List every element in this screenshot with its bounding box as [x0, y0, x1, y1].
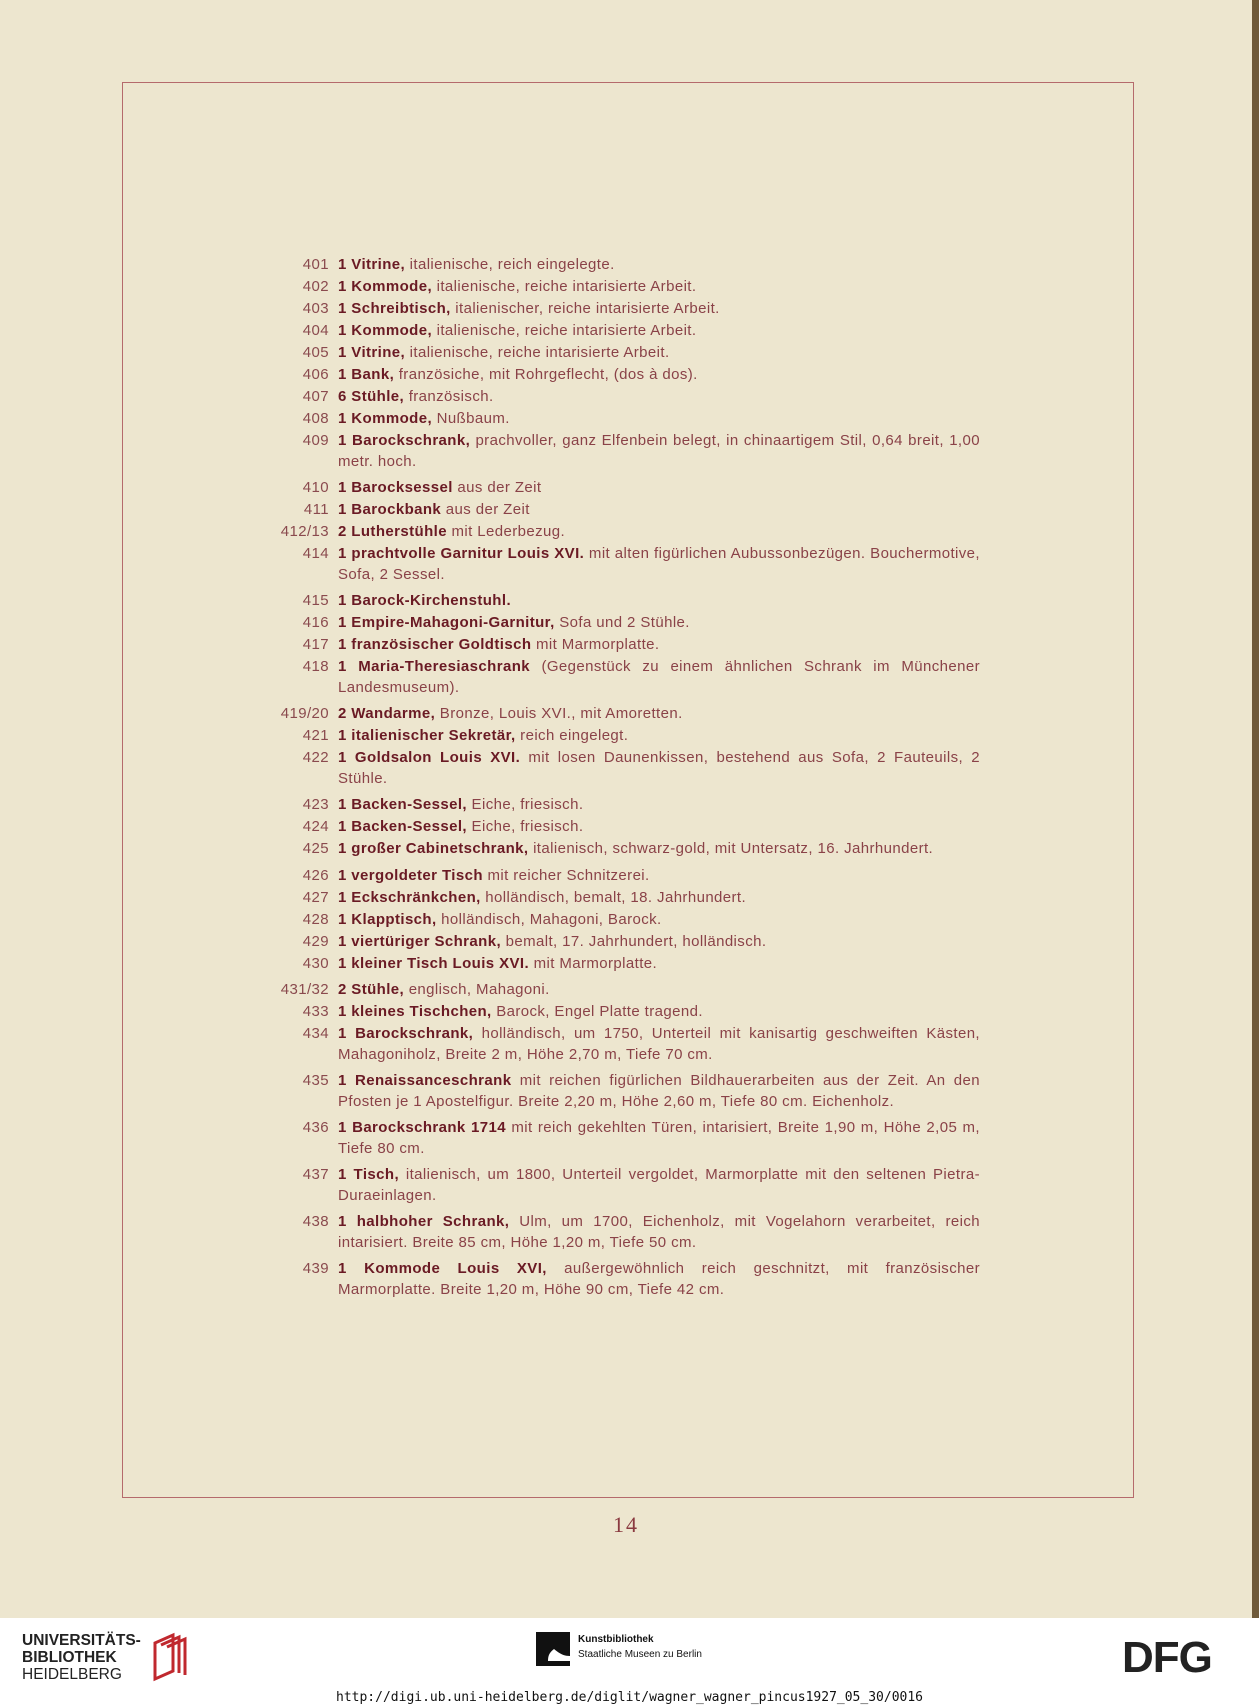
lot-item-details: Nußbaum. — [432, 410, 510, 427]
lot-description — [338, 613, 980, 634]
catalog-entry — [268, 635, 980, 656]
catalog-entry — [268, 387, 980, 408]
lot-item-title: 6 Stühle, — [338, 388, 405, 405]
lot-item-details: Sofa und 2 Stühle. — [554, 614, 690, 631]
lot-number: 409 — [302, 432, 329, 449]
catalog-entry — [268, 1118, 980, 1159]
lot-number: 427 — [302, 888, 329, 906]
catalog-entry — [268, 888, 980, 909]
lot-description — [338, 255, 980, 276]
lot-description — [338, 726, 980, 747]
lot-item-details: englisch, Mahagoni. — [404, 981, 550, 998]
catalog-entry — [268, 657, 980, 698]
catalog-entry — [268, 1024, 980, 1065]
catalog-list — [268, 255, 980, 1302]
lot-description — [338, 500, 980, 521]
lot-number: 429 — [302, 932, 329, 950]
lot-number: 404 — [302, 322, 329, 339]
lot-number: 417 — [302, 636, 329, 653]
lot-item-details: französiche, mit Rohrgeflecht, (dos à dos). — [394, 366, 698, 383]
lot-number: 422 — [302, 749, 329, 766]
lot-description — [338, 1118, 980, 1159]
lot-number: 405 — [302, 344, 329, 361]
lot-number: 436 — [302, 1119, 329, 1136]
lot-description — [338, 795, 980, 816]
lot-item-details: mit alten figürlichen Aubussonbezügen. Bouchermotive, Sofa, 2 Sessel. — [338, 545, 980, 583]
lot-item-details: holländisch, bemalt, 18. Jahrhundert. — [480, 888, 747, 906]
lot-item-title: 1 Barockschrank, — [338, 1025, 474, 1042]
page-edge-shadow — [1252, 0, 1259, 1618]
lot-item-title: 1 Empire-Mahagoni-Garnitur, — [338, 614, 555, 631]
lot-description — [338, 321, 980, 342]
lot-number: 410 — [302, 479, 329, 496]
lot-item-details: prachvoller, ganz Elfenbein belegt, in chinaartigem Stil, 0,64 breit, 1,00 metr. hoch. — [338, 432, 980, 470]
catalog-entry — [268, 795, 980, 816]
catalog-entry — [268, 932, 980, 953]
lot-description — [338, 343, 980, 364]
lot-item-title: 1 Eckschränkchen, — [338, 888, 481, 906]
lot-number: 430 — [302, 954, 329, 972]
catalog-entry — [268, 613, 980, 634]
lot-number: 428 — [302, 910, 329, 928]
lot-number: 434 — [302, 1025, 329, 1042]
lot-number: 439 — [302, 1260, 329, 1277]
catalog-entry — [268, 500, 980, 521]
lot-number: 402 — [302, 278, 329, 295]
catalog-entry — [268, 1212, 980, 1253]
lot-number: 425 — [302, 840, 329, 857]
lot-item-details: aus der Zeit — [441, 501, 530, 518]
lot-item-details: italienische, reiche intarisierte Arbeit. — [432, 322, 697, 339]
lot-item-title: 1 Barockbank — [338, 501, 442, 518]
lot-item-title: 1 großer Cabinetschrank, — [338, 840, 529, 857]
smb-eagle-icon — [536, 1632, 570, 1666]
lot-number: 401 — [302, 256, 329, 273]
catalog-entry — [268, 591, 980, 612]
catalog-entry — [268, 839, 980, 860]
lot-item-title: 1 Goldsalon Louis XVI. — [338, 749, 521, 766]
ub-heidelberg-logo[interactable] — [22, 1631, 191, 1683]
lot-number: 433 — [302, 1003, 329, 1020]
lot-item-title: 1 viertüriger Schrank, — [338, 932, 502, 950]
lot-description — [338, 888, 980, 909]
lot-item-details: reich eingelegt. — [515, 727, 629, 744]
lot-item-details: mit reicher Schnitzerei. — [482, 866, 650, 884]
lot-description — [338, 478, 980, 499]
lot-item-title: 1 italienischer Sekretär, — [338, 727, 516, 744]
lot-item-title: 1 Barock-Kirchenstuhl. — [338, 592, 512, 609]
lot-description — [338, 1165, 980, 1206]
ub-book-icon — [145, 1631, 191, 1683]
lot-item-title: 1 Kommode, — [338, 410, 433, 427]
lot-number: 411 — [303, 501, 329, 518]
catalog-entry — [268, 321, 980, 342]
lot-description — [338, 980, 980, 1001]
lot-item-details: französisch. — [404, 388, 494, 405]
lot-description — [338, 1212, 980, 1253]
catalog-entry — [268, 910, 980, 931]
lot-item-title: 1 Renaissanceschrank — [338, 1072, 512, 1089]
catalog-entry — [268, 726, 980, 747]
catalog-entry — [268, 954, 980, 975]
catalog-entry — [268, 817, 980, 838]
lot-description — [338, 910, 980, 931]
kunstbibliothek-wordmark — [578, 1632, 702, 1662]
lot-description — [338, 704, 980, 725]
lot-item-details: Ulm, um 1700, Eichenholz, mit Vogelahorn verarbeitet, reich intarisiert. Breite 85 cm, Höhe 1,20 m, Tiefe 50 cm. — [338, 1213, 980, 1251]
lot-item-details: italienisch, schwarz-gold, mit Untersatz, 16. Jahrhundert. — [528, 840, 934, 857]
lot-item-details: bemalt, 17. Jahrhundert, holländisch. — [501, 932, 767, 950]
lot-item-title: 1 kleines Tischchen, — [338, 1003, 492, 1020]
kunstbibliothek-logo[interactable] — [536, 1632, 702, 1666]
lot-item-title: 1 Kommode, — [338, 278, 433, 295]
lot-number: 421 — [302, 727, 329, 744]
catalog-entry — [268, 748, 980, 789]
lot-item-details: italienische, reich eingelegte. — [405, 256, 615, 273]
lot-item-details: italienische, reiche intarisierte Arbeit. — [432, 278, 697, 295]
lot-item-title: 1 prachtvolle Garnitur Louis XVI. — [338, 545, 585, 562]
lot-number: 437 — [302, 1166, 329, 1183]
lot-item-details: mit reichen figürlichen Bildhauerarbeiten aus der Zeit. An den Pfosten je 1 Apostelfigur. Breite 2,20 m, Höhe 2,60 m, Tiefe 80 cm. Eichenholz. — [338, 1072, 981, 1110]
lot-description — [338, 839, 980, 860]
lot-description — [338, 544, 980, 585]
lot-item-details: mit Marmorplatte. — [529, 954, 658, 972]
lot-item-title: 1 Backen-Sessel, — [338, 796, 467, 813]
lot-item-title: 1 kleiner Tisch Louis XVI. — [338, 954, 530, 972]
catalog-entry — [268, 1259, 980, 1300]
lot-number: 408 — [302, 410, 329, 427]
catalog-entry — [268, 343, 980, 364]
lot-item-title: 1 Klapptisch, — [338, 910, 437, 928]
lot-item-details: Bronze, Louis XVI., mit Amoretten. — [435, 705, 683, 722]
lot-description — [338, 1071, 980, 1112]
lot-description — [338, 365, 980, 386]
lot-number: 412/13 — [280, 523, 329, 540]
lot-number: 435 — [302, 1072, 329, 1089]
lot-item-title: 1 Vitrine, — [338, 256, 406, 273]
lot-item-details: mit losen Daunenkissen, bestehend aus Sofa, 2 Fauteuils, 2 Stühle. — [338, 749, 980, 787]
lot-item-title: 1 Kommode, — [338, 322, 433, 339]
lot-item-title: 1 Vitrine, — [338, 344, 406, 361]
lot-item-details: italienisch, um 1800, Unterteil vergoldet, Marmorplatte mit den seltenen Pietra-Duraeinlagen. — [338, 1166, 980, 1204]
lot-item-title: 1 Tisch, — [338, 1166, 400, 1183]
lot-item-title: 1 Maria-Theresiaschrank — [338, 658, 531, 675]
lot-item-details: Barock, Engel Platte tragend. — [491, 1003, 703, 1020]
lot-description — [338, 932, 980, 953]
lot-item-details: mit Marmorplatte. — [531, 636, 660, 653]
lot-item-details: italienische, reiche intarisierte Arbeit. — [405, 344, 670, 361]
lot-item-details: mit reich gekehlten Türen, intarisiert, Breite 1,90 m, Höhe 2,05 m, Tiefe 80 cm. — [338, 1119, 980, 1157]
catalog-entry — [268, 431, 980, 472]
lot-item-title: 2 Wandarme, — [338, 705, 436, 722]
catalog-entry — [268, 255, 980, 276]
lot-number: 424 — [302, 818, 329, 835]
lot-item-title: 1 Backen-Sessel, — [338, 818, 467, 835]
lot-item-details: Eiche, friesisch. — [466, 818, 584, 835]
lot-item-title: 1 Bank, — [338, 366, 395, 383]
kb-line-1: Kunstbibliothek — [578, 1634, 654, 1645]
lot-description — [338, 657, 980, 698]
lot-number: 418 — [302, 658, 329, 675]
lot-item-details: aus der Zeit — [452, 479, 542, 496]
catalog-entry — [268, 409, 980, 430]
lot-description — [338, 409, 980, 430]
ub-line-1: UNIVERSITÄTS- — [22, 1631, 141, 1649]
lot-number: 414 — [302, 545, 329, 562]
catalog-entry — [268, 299, 980, 320]
lot-item-title: 2 Lutherstühle — [338, 523, 447, 540]
lot-number: 431/32 — [280, 981, 329, 998]
ub-line-2: BIBLIOTHEK — [22, 1648, 117, 1666]
catalog-entry — [268, 478, 980, 499]
lot-number: 423 — [302, 796, 329, 813]
lot-item-title: 2 Stühle, — [338, 981, 405, 998]
dfg-wordmark: DFG — [1122, 1636, 1212, 1676]
lot-description — [338, 748, 980, 789]
catalog-entry — [268, 1002, 980, 1023]
catalog-entry — [268, 365, 980, 386]
lot-description — [338, 431, 980, 472]
lot-item-details: holländisch, um 1750, Unterteil mit kanisartig geschweiften Kästen, Mahagoniholz, Breite 2 m, Höhe 2,70 m, Tiefe 70 cm. — [338, 1025, 981, 1063]
catalog-entry — [268, 980, 980, 1001]
lot-description — [338, 817, 980, 838]
dfg-logo[interactable] — [1122, 1636, 1240, 1676]
lot-description — [338, 1259, 980, 1300]
catalog-entry — [268, 704, 980, 725]
permalink-url[interactable]: http://digi.ub.uni-heidelberg.de/diglit/wagner_wagner_pincus1927_05_30/0016 — [336, 1690, 923, 1705]
catalog-entry — [268, 866, 980, 887]
ub-line-3: HEIDELBERG — [22, 1665, 122, 1683]
page-number: 14 — [613, 1512, 639, 1537]
lot-description — [338, 1002, 980, 1023]
lot-number: 415 — [302, 592, 329, 609]
lot-item-details: außergewöhnlich reich geschnitzt, mit französischer Marmorplatte. Breite 1,20 m, Höhe 90 cm, Tiefe 42 cm. — [338, 1260, 980, 1298]
lot-description — [338, 866, 980, 887]
lot-item-title: 1 französischer Goldtisch — [338, 636, 532, 653]
lot-item-title: 1 halbhoher Schrank, — [338, 1213, 510, 1230]
kb-line-2: Staatliche Museen zu Berlin — [578, 1649, 702, 1660]
catalog-entry — [268, 1165, 980, 1206]
lot-number: 406 — [302, 366, 329, 383]
catalog-entry — [268, 522, 980, 543]
lot-item-title: 1 Barocksessel — [338, 479, 453, 496]
lot-number: 426 — [302, 866, 329, 884]
lot-number: 407 — [302, 388, 329, 405]
lot-item-title: 1 vergoldeter Tisch — [338, 866, 483, 884]
lot-description — [338, 1024, 980, 1065]
lot-description — [338, 635, 980, 656]
lot-item-details: italienischer, reiche intarisierte Arbeit. — [450, 300, 720, 317]
lot-item-details: (Gegenstück zu einem ähnlichen Schrank im Münchener Landesmuseum). — [338, 658, 981, 696]
ub-heidelberg-wordmark — [22, 1632, 141, 1683]
lot-item-details: Eiche, friesisch. — [466, 796, 584, 813]
lot-description — [338, 387, 980, 408]
lot-number: 438 — [302, 1213, 329, 1230]
lot-item-title: 1 Barockschrank, — [338, 432, 471, 449]
lot-description — [338, 299, 980, 320]
lot-item-details: holländisch, Mahagoni, Barock. — [436, 910, 662, 928]
lot-item-title: 1 Schreibtisch, — [338, 300, 451, 317]
catalog-entry — [268, 277, 980, 298]
catalog-entry — [268, 544, 980, 585]
lot-item-title: 1 Barockschrank 1714 — [338, 1119, 506, 1136]
lot-description — [338, 591, 980, 612]
lot-number: 416 — [302, 614, 329, 631]
lot-description — [338, 522, 980, 543]
lot-number: 419/20 — [280, 705, 329, 722]
lot-description — [338, 277, 980, 298]
lot-description — [338, 954, 980, 975]
lot-item-title: 1 Kommode Louis XVI, — [338, 1260, 547, 1277]
catalog-entry — [268, 1071, 980, 1112]
lot-item-details: mit Lederbezug. — [446, 523, 566, 540]
lot-number: 403 — [302, 300, 329, 317]
